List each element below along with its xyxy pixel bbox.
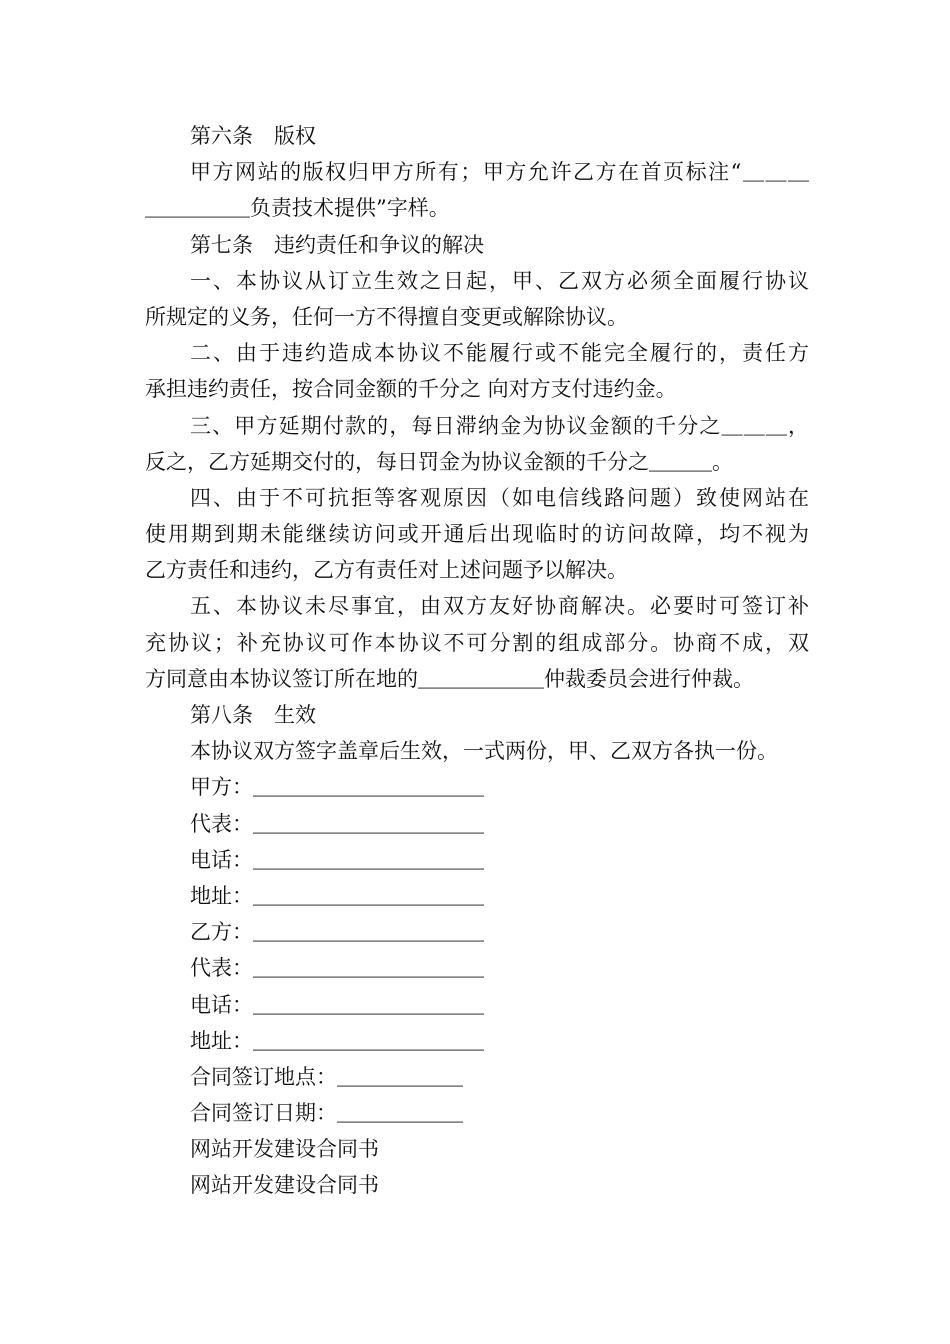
article-6-line-2: ＿＿＿＿＿负责技术提供”字样。	[145, 196, 450, 221]
signature-field-party-b: 乙方：＿＿＿＿＿＿＿＿＿＿＿	[190, 920, 484, 945]
article-8-line-1: 本协议双方签字盖章后生效，一式两份，甲、乙双方各执一份。	[190, 739, 778, 764]
article-7-line-10: 五、本协议未尽事宜，由双方友好协商解决。必要时可签订补	[190, 594, 809, 619]
footer-line-2: 网站开发建设合同书	[190, 1173, 379, 1198]
article-7-line-2: 所规定的义务，任何一方不得擅自变更或解除协议。	[145, 304, 628, 329]
footer-line-1: 网站开发建设合同书	[190, 1137, 379, 1162]
article-6-heading: 第六条 版权	[190, 124, 316, 148]
article-7-line-6: 反之，乙方延期交付的，每日罚金为协议金额的千分之＿＿＿。	[145, 449, 733, 474]
signature-field-party-a: 甲方：＿＿＿＿＿＿＿＿＿＿＿	[190, 775, 484, 800]
signature-field-party-b-phone: 电话：＿＿＿＿＿＿＿＿＿＿＿	[190, 992, 484, 1017]
article-8-heading: 第八条 生效	[190, 703, 316, 727]
article-7-heading: 第七条 违约责任和争议的解决	[190, 232, 484, 257]
signature-field-party-b-address: 地址：＿＿＿＿＿＿＿＿＿＿＿	[190, 1028, 484, 1053]
article-7-line-11: 充协议；补充协议可作本协议不可分割的组成部分。协商不成，双	[145, 630, 809, 655]
article-7-line-3: 二、由于违约造成本协议不能履行或不能完全履行的，责任方	[190, 341, 809, 366]
article-6-line-1: 甲方网站的版权归甲方所有；甲方允许乙方在首页标注“＿＿＿	[190, 160, 809, 185]
article-7-line-1: 一、本协议从订立生效之日起，甲、乙双方必须全面履行协议	[190, 268, 809, 293]
signature-field-signing-place: 合同签订地点：＿＿＿＿＿＿	[190, 1064, 463, 1089]
signature-field-party-a-phone: 电话：＿＿＿＿＿＿＿＿＿＿＿	[190, 847, 484, 872]
article-7-line-5: 三、甲方延期付款的，每日滞纳金为协议金额的千分之＿＿＿，	[190, 413, 809, 438]
signature-field-signing-date: 合同签订日期：＿＿＿＿＿＿	[190, 1101, 463, 1126]
article-7-line-12: 方同意由本协议签订所在地的＿＿＿＿＿＿仲裁委员会进行仲裁。	[145, 666, 754, 691]
signature-field-party-a-address: 地址：＿＿＿＿＿＿＿＿＿＿＿	[190, 883, 484, 908]
document-body	[145, 118, 809, 1204]
article-7-line-8: 使用期到期未能继续访问或开通后出现临时的访问故障，均不视为	[145, 522, 809, 547]
signature-field-party-a-representative: 代表：＿＿＿＿＿＿＿＿＿＿＿	[190, 811, 484, 836]
article-7-line-7: 四、由于不可抗拒等客观原因（如电信线路问题）致使网站在	[190, 485, 809, 510]
article-7-line-4: 承担违约责任，按合同金额的千分之 向对方支付违约金。	[145, 377, 677, 402]
signature-field-party-b-representative: 代表：＿＿＿＿＿＿＿＿＿＿＿	[190, 956, 484, 981]
article-7-line-9: 乙方责任和违约，乙方有责任对上述问题予以解决。	[145, 558, 628, 583]
